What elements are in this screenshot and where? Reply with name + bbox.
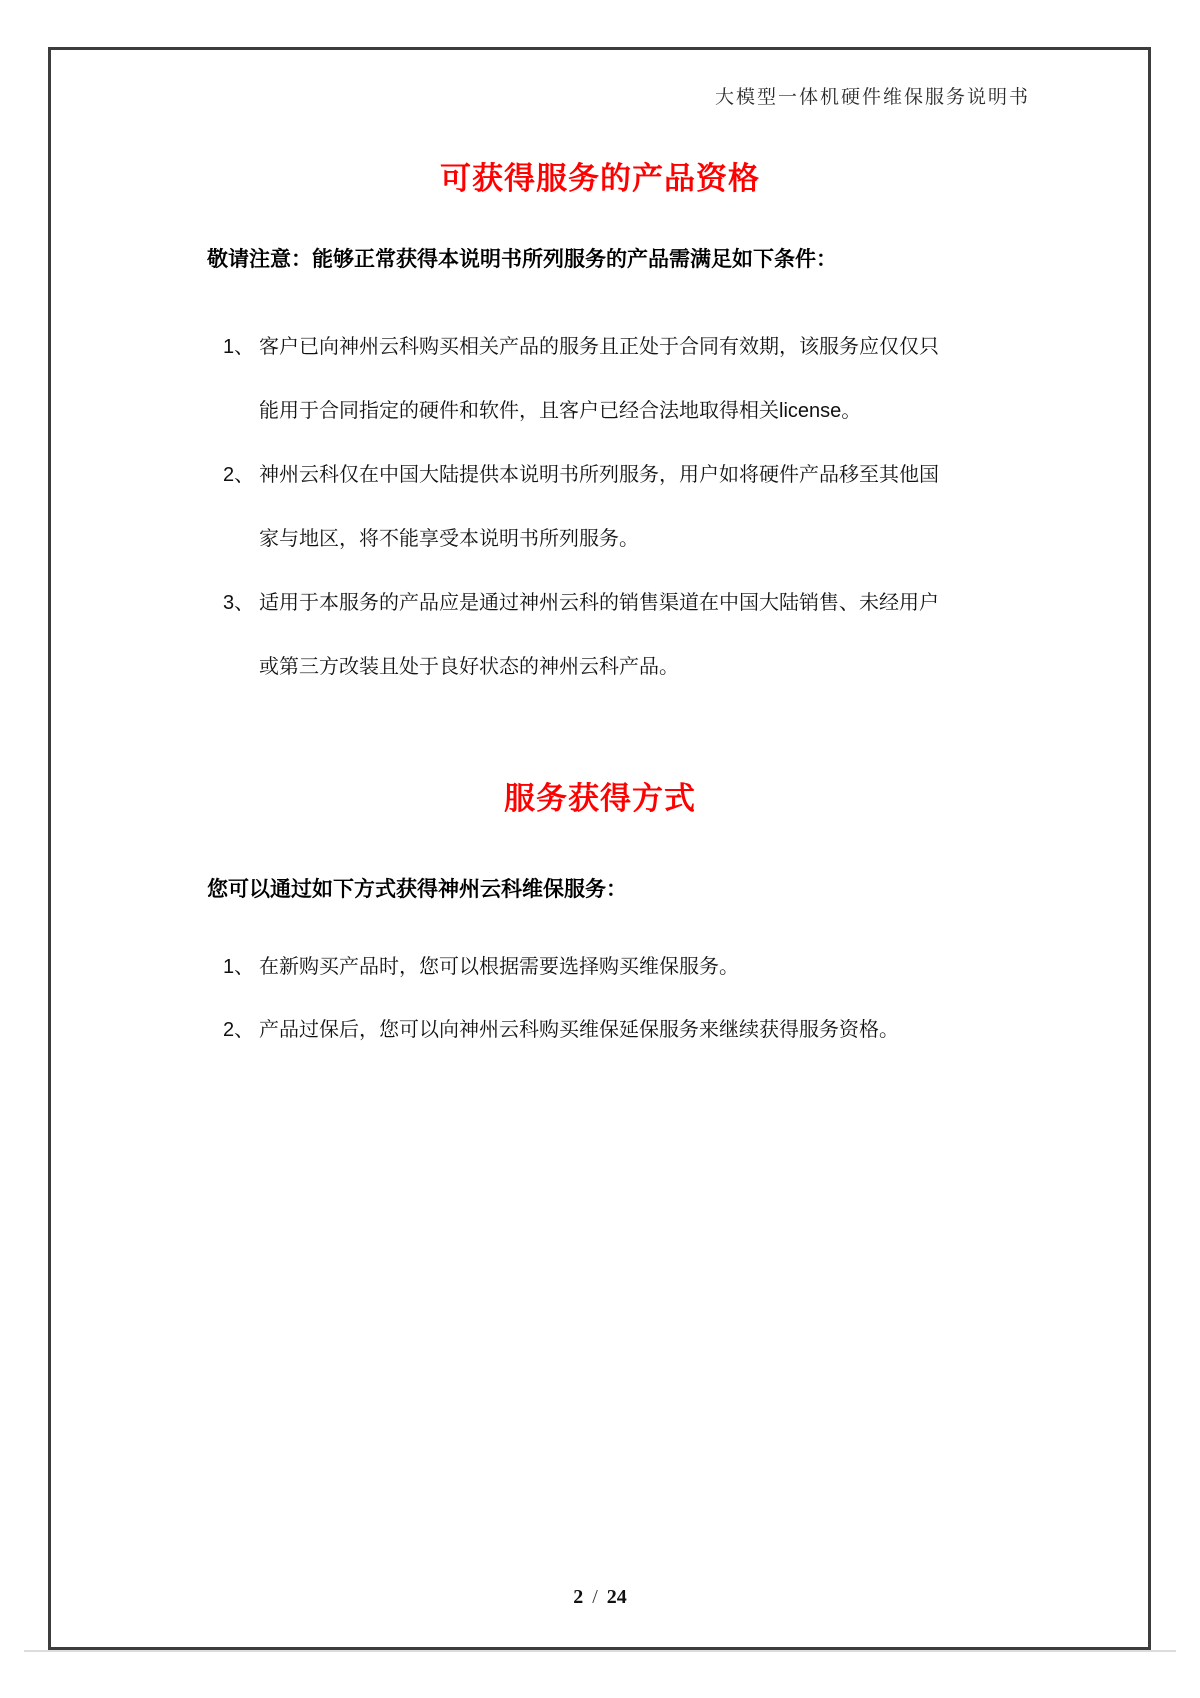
list-item (223, 950, 739, 979)
list-item (223, 1013, 899, 1042)
list-item-number: 1、 (223, 336, 255, 358)
document-header-title: 大模型一体机硬件维保服务说明书 (714, 87, 1030, 108)
list-item-text: 客户已向神州云科购买相关产品的服务且正处于合同有效期，该服务应仅仅只 (259, 336, 939, 358)
list-item-number: 2、 (223, 1019, 255, 1041)
section-intro-product-eligibility: 敬请注意：能够正常获得本说明书所列服务的产品需满足如下条件： (207, 248, 837, 271)
list-item (223, 586, 939, 615)
section-title-product-eligibility: 可获得服务的产品资格 (440, 161, 760, 196)
total-page-count: 24 (606, 1586, 627, 1608)
list-item-number: 2、 (223, 464, 255, 486)
list-item-text: 产品过保后，您可以向神州云科购买维保延保服务来继续获得服务资格。 (259, 1019, 899, 1041)
list-item-number: 3、 (223, 592, 255, 614)
list-item-continuation: 能用于合同指定的硬件和软件，且客户已经合法地取得相关license。 (259, 400, 862, 422)
page-border (48, 47, 1151, 1650)
section-intro-service-acquisition: 您可以通过如下方式获得神州云科维保服务： (207, 878, 627, 901)
list-item-text: 神州云科仅在中国大陆提供本说明书所列服务，用户如将硬件产品移至其他国 (259, 464, 939, 486)
page-number-footer (0, 1586, 1200, 1609)
page-shadow-line (24, 1650, 1176, 1652)
page-number-separator: / (592, 1586, 598, 1608)
list-item-continuation: 家与地区，将不能享受本说明书所列服务。 (259, 528, 639, 550)
list-item-text: 适用于本服务的产品应是通过神州云科的销售渠道在中国大陆销售、未经用户 (259, 592, 939, 614)
list-item-number: 1、 (223, 956, 255, 978)
current-page-number: 2 (573, 1586, 584, 1608)
section-title-service-acquisition: 服务获得方式 (504, 781, 696, 816)
list-item-text: 在新购买产品时，您可以根据需要选择购买维保服务。 (259, 956, 739, 978)
list-item (223, 458, 939, 487)
list-item-continuation: 或第三方改装且处于良好状态的神州云科产品。 (259, 656, 679, 678)
list-item (223, 330, 939, 359)
